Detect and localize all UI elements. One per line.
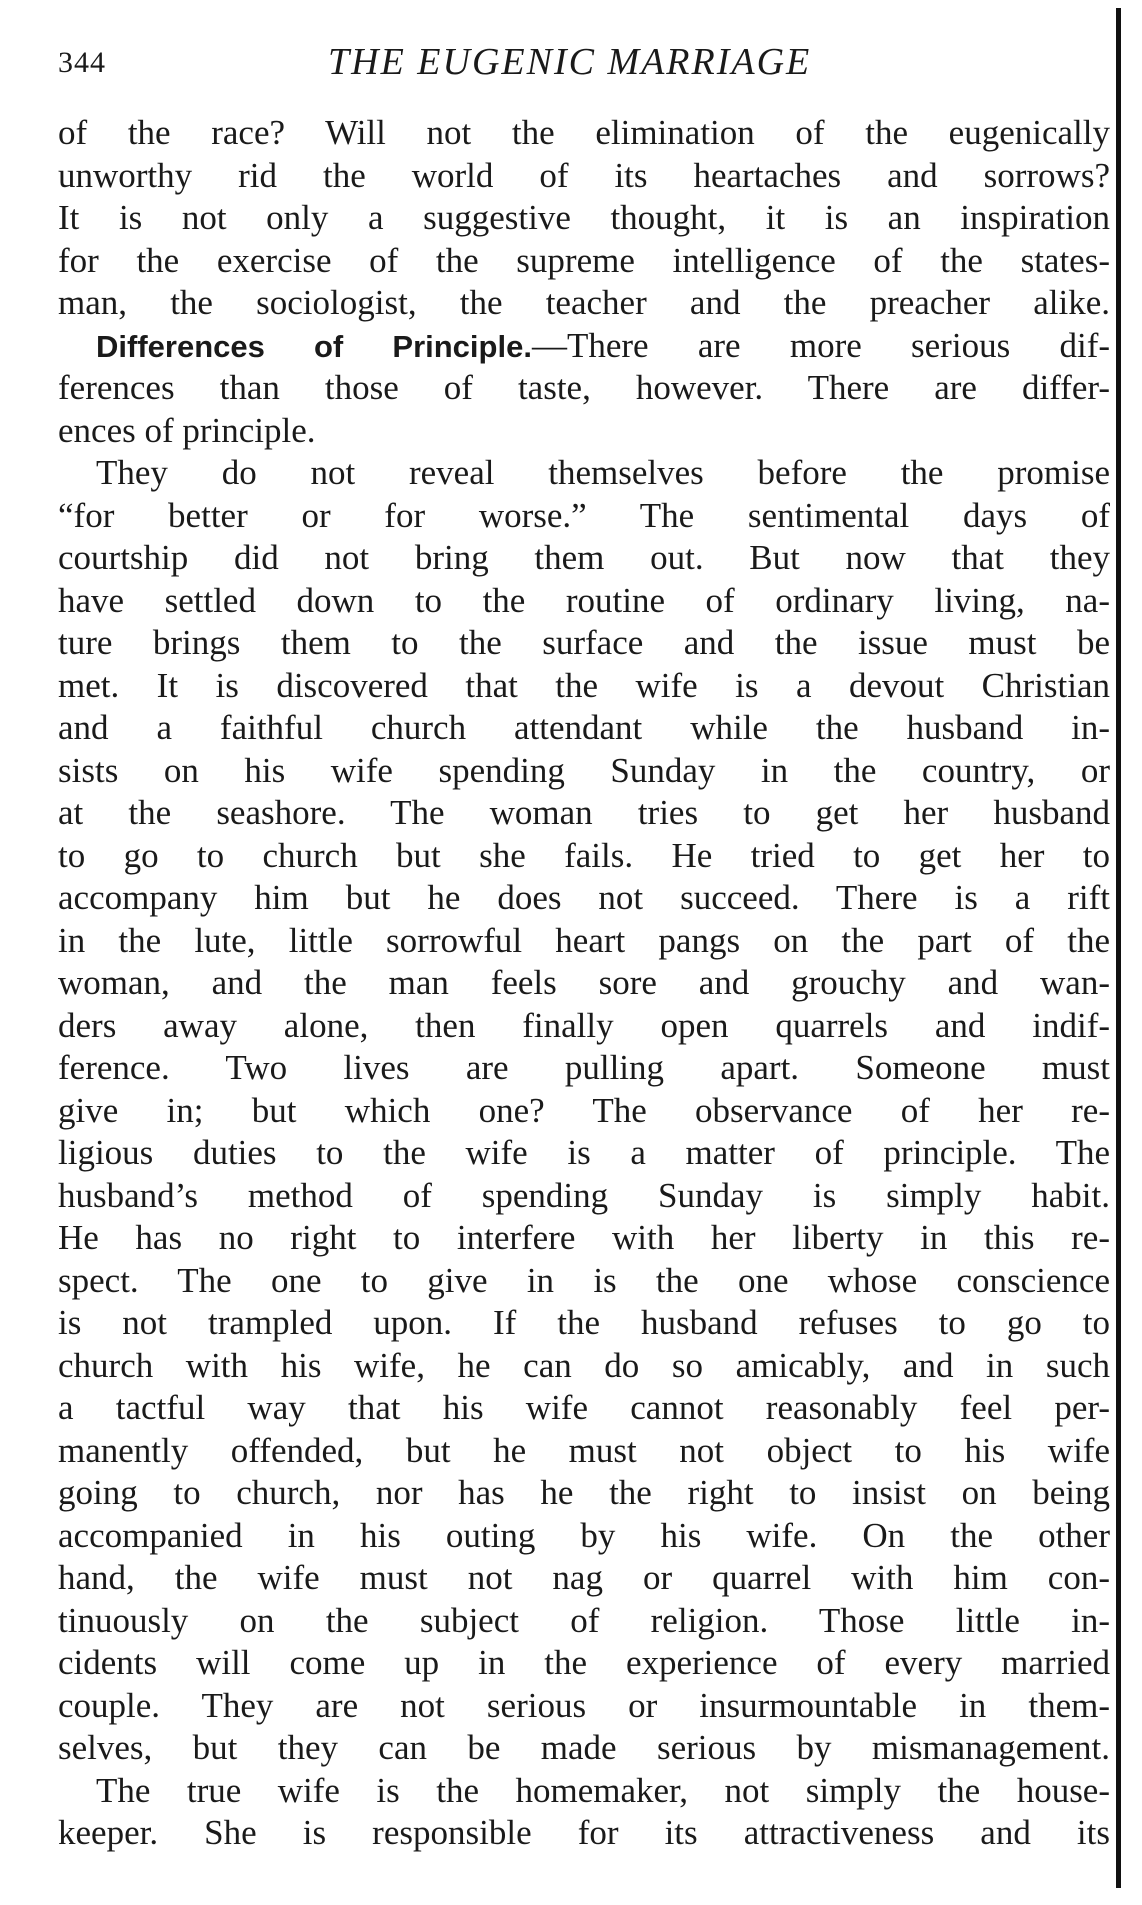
text-line: sists on his wife spending Sunday in the country, or: [58, 750, 1110, 790]
text-line: accompany him but he does not succeed. There is a rift: [58, 878, 1110, 917]
text-line: met. It is discovered that the wife is a devout Christian: [58, 665, 1110, 705]
text-line: a tactful way that his wife cannot reasonably feel per-: [58, 1388, 1110, 1427]
section-heading: Differences of Principle.: [96, 328, 532, 364]
body-text: [58, 112, 1110, 1855]
running-title: THE EUGENIC MARRIAGE: [328, 41, 812, 83]
text-line: church with his wife, he can do so amicably, and in such: [58, 1345, 1110, 1385]
text-line: He has no right to interfere with her liberty in this re-: [58, 1218, 1110, 1257]
text-line: keeper. She is responsible for its attractiveness and its: [58, 1813, 1110, 1852]
text-line: for the exercise of the supreme intelligence of the states-: [58, 240, 1110, 280]
text-line: unworthy rid the world of its heartaches and sorrows?: [58, 155, 1110, 195]
text-line: tinuously on the subject of religion. Those little in-: [58, 1600, 1110, 1640]
text-line: have settled down to the routine of ordinary living, na-: [58, 580, 1110, 620]
text-line: spect. The one to give in is the one whose conscience: [58, 1260, 1110, 1300]
text-line: It is not only a suggestive thought, it is an inspiration: [58, 198, 1110, 237]
text-line: woman, and the man feels sore and grouchy and wan-: [58, 963, 1110, 1002]
text-line: selves, but they can be made serious by mismanagement.: [58, 1728, 1110, 1767]
text-line: accompanied in his outing by his wife. On the other: [58, 1515, 1110, 1555]
text-line: ference. Two lives are pulling apart. Someone must: [58, 1048, 1110, 1087]
text-line: “for better or for worse.” The sentimental days of: [58, 495, 1110, 535]
page-number: 344: [58, 46, 106, 79]
text-line: is not trampled upon. If the husband refuses to go to: [58, 1303, 1110, 1342]
text-line: ture brings them to the surface and the issue must be: [58, 623, 1110, 662]
text-line: husband’s method of spending Sunday is simply habit.: [58, 1175, 1110, 1215]
text-line: at the seashore. The woman tries to get her husband: [58, 793, 1110, 832]
page-header: [58, 40, 1108, 90]
text-line: cidents will come up in the experience of every married: [58, 1643, 1110, 1682]
text-line: couple. They are not serious or insurmountable in them-: [58, 1685, 1110, 1725]
text-line: man, the sociologist, the teacher and the preacher alike.: [58, 283, 1110, 322]
text-line: give in; but which one? The observance of her re-: [58, 1090, 1110, 1130]
text-line-continuation: —There are more serious dif-: [531, 325, 1110, 365]
text-line: in the lute, little sorrowful heart pangs on the part of the: [58, 920, 1110, 960]
text-line: ences of principle.: [58, 410, 316, 450]
text-line: ligious duties to the wife is a matter of principle. The: [58, 1133, 1110, 1172]
text-line: manently offended, but he must not object to his wife: [58, 1430, 1110, 1470]
text-line: ders away alone, then finally open quarrels and indif-: [58, 1005, 1110, 1045]
text-line: ferences than those of taste, however. There are differ-: [58, 368, 1110, 407]
text-line: They do not reveal themselves before the promise: [96, 453, 1110, 492]
text-line-with-heading: [58, 325, 1110, 368]
page-edge-rule: [1116, 8, 1121, 1888]
text-line: courtship did not bring them out. But now that they: [58, 538, 1110, 577]
text-line: of the race? Will not the elimination of the eugenically: [58, 113, 1110, 152]
text-line: The true wife is the homemaker, not simply the house-: [96, 1770, 1110, 1810]
text-line: to go to church but she fails. He tried to get her to: [58, 835, 1110, 875]
text-line: going to church, nor has he the right to insist on being: [58, 1473, 1110, 1512]
text-line: and a faithful church attendant while the husband in-: [58, 708, 1110, 747]
text-line: hand, the wife must not nag or quarrel with him con-: [58, 1558, 1110, 1597]
